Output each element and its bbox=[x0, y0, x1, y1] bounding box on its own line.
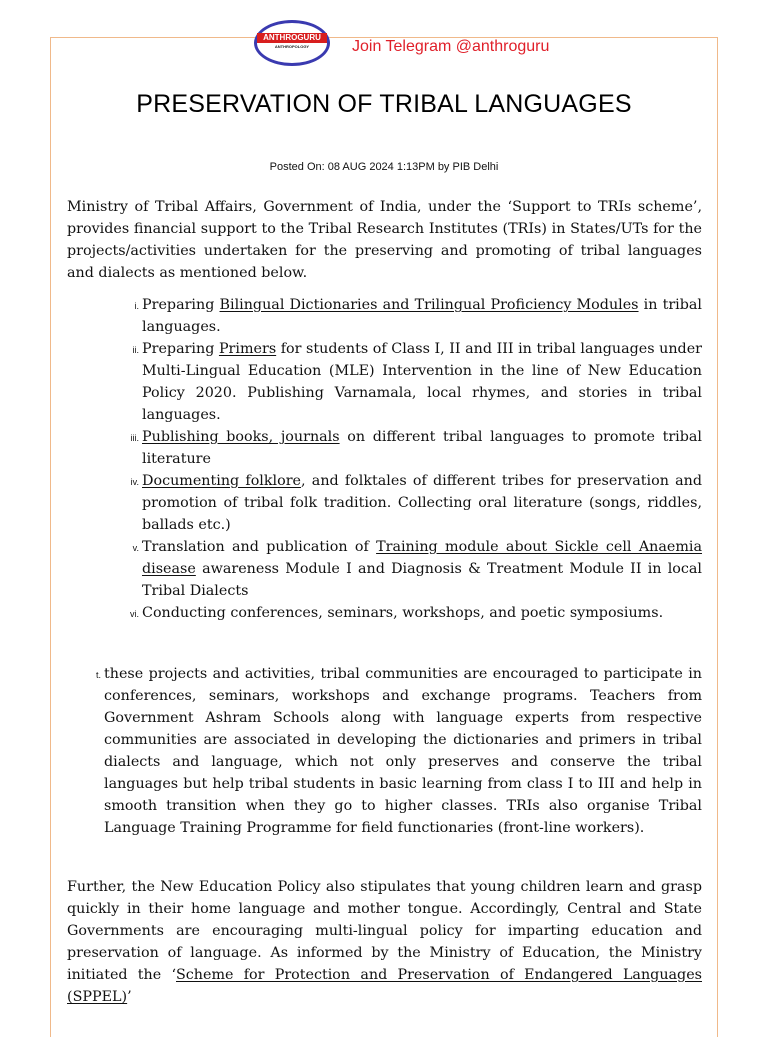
item-text: awareness Module I and Diagnosis & Treatment Module II in local Tribal Dialects bbox=[142, 561, 702, 599]
list-marker: vi. bbox=[130, 609, 139, 619]
item-text: Preparing bbox=[142, 341, 219, 357]
intro-paragraph: Ministry of Tribal Affairs, Government of India, under the ‘Support to TRIs scheme’, provides financial support to the Tribal Research Institutes (TRIs) in States/UTs for the projects/activities undertaken for the preserving and promoting of tribal languages and dialects as mentioned below. bbox=[67, 199, 702, 281]
t-item-text: these projects and activities, tribal communities are encouraged to participate in conferences, seminars, workshops and exchange programs. Teachers from Government Ashram Schools along with language experts from respective communities are associated in developing the dictionaries and primers in tribal dialects and language, which not only preserves and conserve the tribal languages but help tribal students in basic learning from class I to III and help in smooth transition when they go to higher classes. TRIs also organise Tribal Language Training Programme for field functionaries (front-line workers). bbox=[104, 666, 702, 836]
list-marker: i. bbox=[134, 301, 139, 311]
item-text: Preparing bbox=[142, 297, 220, 313]
further-paragraph bbox=[67, 876, 702, 1008]
list-item bbox=[132, 338, 702, 426]
page-title: PRESERVATION OF TRIBAL LANGUAGES bbox=[136, 90, 632, 118]
logo-subtext: ANTHROPOLOGY bbox=[274, 44, 310, 49]
item-link[interactable]: Bilingual Dictionaries and Trilingual Proficiency Modules bbox=[219, 297, 639, 313]
list-marker: iii. bbox=[130, 433, 139, 443]
sppel-link[interactable]: Scheme for Protection and Preservation of Endangered Languages (SPPEL) bbox=[67, 967, 702, 1005]
list-item bbox=[130, 426, 702, 470]
telegram-link[interactable]: Join Telegram @anthroguru bbox=[352, 38, 550, 55]
list-item bbox=[130, 470, 702, 536]
item-text: , and folktales of different tribes for preservation and promotion of tribal folk tradition. Collecting oral literature (songs, riddles, ballads etc.) bbox=[142, 473, 702, 533]
list-marker: ii. bbox=[132, 345, 139, 355]
item-text: in tribal languages. bbox=[142, 297, 702, 335]
activities-list bbox=[130, 294, 702, 624]
item-text: for students of Class I, II and III in tribal languages under Multi-Lingual Education (MLE) Intervention in the line of New Education Policy 2020. Publishing Varnamala, local rhymes, and stories in tribal languages. bbox=[142, 341, 702, 423]
item-link[interactable]: Documenting folklore bbox=[142, 473, 302, 489]
list-item bbox=[134, 294, 702, 338]
anthroguru-logo[interactable] bbox=[254, 20, 330, 66]
further-text-end: ’ bbox=[127, 989, 132, 1005]
logo-text: ANTHROGURU bbox=[257, 33, 327, 43]
list-marker: t. bbox=[95, 670, 101, 680]
list-marker: iv. bbox=[130, 477, 139, 487]
list-marker: v. bbox=[132, 543, 139, 553]
item-link[interactable]: Training module about Sickle cell Anaemia disease bbox=[142, 539, 702, 577]
item-link[interactable]: Primers bbox=[218, 341, 277, 357]
item-text: Conducting conferences, seminars, workshops, and poetic symposiums. bbox=[142, 605, 664, 621]
item-link[interactable]: Publishing books, journals bbox=[142, 429, 340, 445]
item-text: Translation and publication of bbox=[142, 539, 377, 555]
list-item bbox=[130, 602, 702, 624]
posted-date: Posted On: 08 AUG 2024 1:13PM by PIB Delhi bbox=[269, 161, 499, 173]
t-list-item bbox=[95, 663, 702, 839]
further-text: Further, the New Education Policy also stipulates that young children learn and grasp quickly in their home language and mother tongue. Accordingly, Central and State Governments are encouraging multi-lingual policy for imparting education and preservation of language. As informed by the Ministry of Education, the Ministry initiated the ‘ bbox=[67, 879, 702, 983]
item-text: on different tribal languages to promote tribal literature bbox=[142, 429, 702, 467]
list-item bbox=[132, 536, 702, 602]
